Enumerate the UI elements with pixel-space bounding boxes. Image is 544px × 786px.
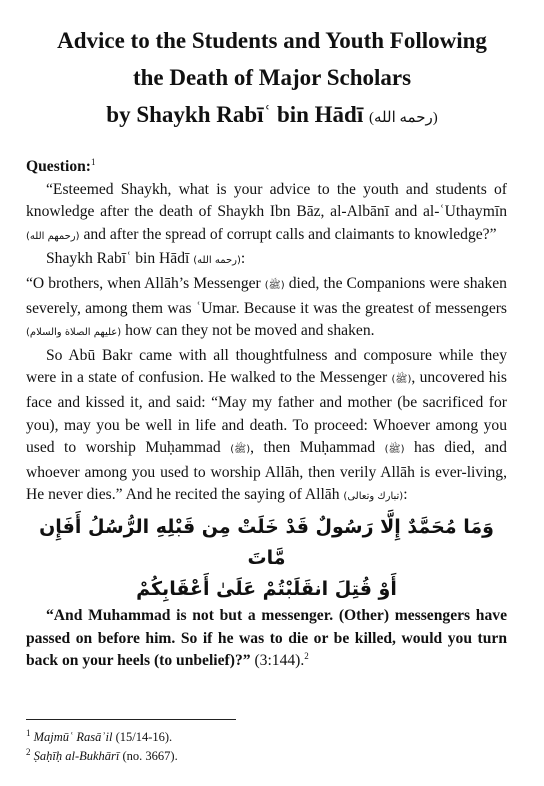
- question-heading: [26, 156, 507, 179]
- title-author: by Shaykh Rabīʿ bin Hādī: [106, 102, 364, 127]
- honorific-speaker: (رحمه الله): [193, 255, 241, 267]
- question-text-b: and after the spread of corrupt calls and claimants to knowledge?”: [83, 225, 497, 243]
- footnote-divider: [26, 719, 236, 720]
- footnote-2: [26, 747, 507, 766]
- footnote-number: 1: [26, 727, 31, 738]
- answer-paragraph-2: [26, 345, 507, 509]
- translation-text: “And Muhammad is not but a messenger. (Other) messengers have passed on before him. So if he was to die or be killed, would you turn back on your heels (to unbelief)?”: [26, 606, 507, 670]
- footnote-detail: (no. 3667).: [122, 749, 178, 763]
- footnote-number: 2: [26, 746, 31, 757]
- question-paragraph: [26, 179, 507, 249]
- p2-text-e: :: [403, 486, 408, 504]
- p1-text-c: how can they not be moved and shaken.: [125, 322, 375, 340]
- p2-text-b: , uncovered his face and kissed it, and said: “May my father and mother (be sacrificed for you), may you be well in life and death. To proceed: Whoever among you used to worship Muḥammad: [26, 369, 507, 457]
- question-label: Question:: [26, 158, 91, 175]
- question-text-a: “Esteemed Shaykh, what is your advice to the youth and students of knowledge after the death of Shaykh Ibn Bāz, al-Albānī and al-ʿUthaymīn: [26, 180, 507, 221]
- p2-text-d: has died, and whoever among you used to worship Allāh, then verily Allāh is ever-living, He never dies.” And he recited the saying of Allāh: [26, 439, 507, 504]
- honorific-scholars: (رحمهم الله): [26, 230, 80, 242]
- p1-text-a: “O brothers, when Allāh’s Messenger: [26, 274, 261, 292]
- p2-text-a: So Abū Bakr came with all thoughtfulness and composure while they were in a state of confusion. He walked to the Messenger: [26, 346, 507, 387]
- honorific-prophet: (ﷺ): [391, 374, 412, 386]
- honorific-messengers: (عليهم الصلاة والسلام): [26, 327, 122, 339]
- quran-verse: [26, 512, 507, 605]
- footnotes: [26, 728, 507, 766]
- verse-translation: [26, 605, 507, 673]
- verse-reference: (3:144).: [254, 652, 305, 670]
- title-line-1: Advice to the Students and Youth Following: [57, 28, 487, 53]
- speaker-colon: :: [240, 250, 246, 268]
- footnote-detail: (15/14-16).: [115, 730, 173, 744]
- title-line-3: [20, 96, 524, 137]
- answer-speaker: [26, 248, 507, 273]
- ayah-line-1: وَمَا مُحَمَّدٌ إِلَّا رَسُولٌ قَدْ خَلَتْ مِن قَبْلِهِ الرُّسُلُ أَفَإِن مَّاتَ: [39, 515, 494, 569]
- p1-text-b: died, the Companions were shaken severely, among them was ʿUmar. Because it was the greatest of messengers: [26, 274, 507, 317]
- title-line-2: the Death of Major Scholars: [132, 65, 412, 90]
- honorific-allah: (تبارك وتعالى): [343, 491, 404, 503]
- honorific-prophet: (ﷺ): [230, 444, 251, 456]
- footnote-source: Majmūʿ Rasāʾil: [33, 730, 113, 744]
- title-honorific: (رحمه الله): [368, 110, 438, 126]
- honorific-prophet: (ﷺ): [384, 444, 405, 456]
- page-title: [20, 22, 524, 137]
- ayah-line-2: أَوْ قُتِلَ انقَلَبْتُمْ عَلَىٰ أَعْقَابِكُمْ: [136, 577, 397, 600]
- footnote-1: [26, 728, 507, 747]
- speaker-name: Shaykh Rabīʿ bin Hādī: [46, 250, 190, 268]
- p2-text-c: , then Muḥammad: [250, 439, 376, 457]
- footnote-ref-1[interactable]: 1: [90, 156, 96, 167]
- answer-paragraph-1: [26, 273, 507, 345]
- article-body: [26, 156, 507, 673]
- honorific-prophet: (ﷺ): [264, 279, 285, 291]
- footnote-ref-2[interactable]: 2: [304, 650, 309, 661]
- footnote-source: Ṣaḥīḥ al-Bukhārī: [33, 749, 120, 763]
